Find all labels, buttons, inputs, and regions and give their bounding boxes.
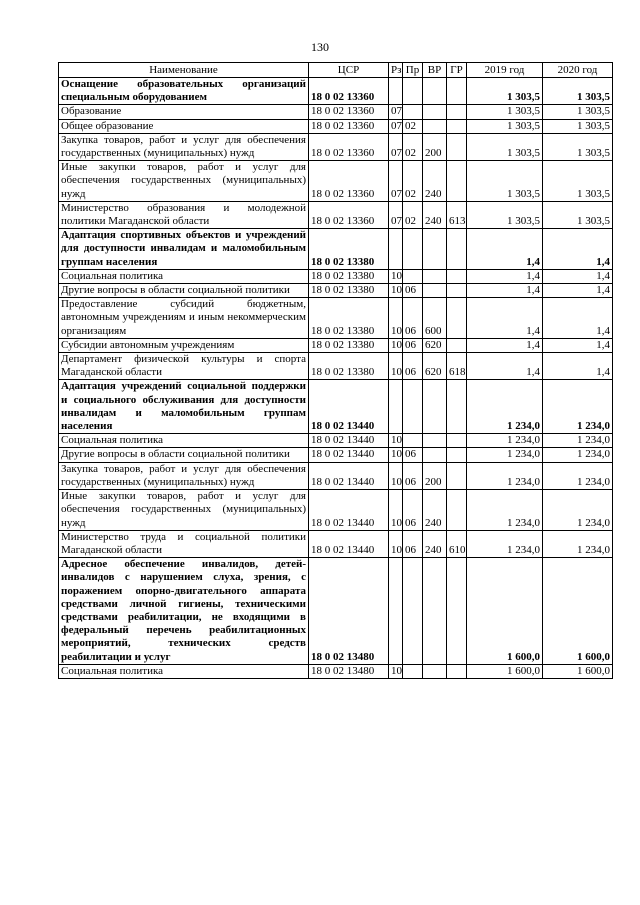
cell-rz: 10 — [389, 664, 403, 678]
cell-csr: 18 0 02 13380 — [309, 229, 389, 270]
cell-rz: 07 — [389, 201, 403, 228]
table-row — [59, 133, 613, 160]
cell-gr — [447, 448, 467, 462]
cell-rz — [389, 558, 403, 665]
cell-name: Другие вопросы в области социальной политики — [59, 284, 309, 298]
table-row — [59, 558, 613, 665]
cell-name: Предоставление субсидий бюджетным, автономным учреждениям и иным некоммерческим организациям — [59, 298, 309, 339]
cell-csr: 18 0 02 13360 — [309, 119, 389, 133]
table-row — [59, 269, 613, 283]
cell-rz: 10 — [389, 338, 403, 352]
cell-vr — [423, 229, 447, 270]
cell-rz — [389, 229, 403, 270]
cell-rz — [389, 78, 403, 105]
cell-y2019: 1,4 — [467, 298, 543, 339]
header-csr: ЦСР — [309, 63, 389, 78]
cell-name: Образование — [59, 105, 309, 119]
cell-rz: 10 — [389, 298, 403, 339]
cell-csr: 18 0 02 13440 — [309, 530, 389, 557]
cell-pr: 02 — [403, 201, 423, 228]
cell-rz: 10 — [389, 448, 403, 462]
cell-vr — [423, 119, 447, 133]
cell-name: Министерство труда и социальной политики Магаданской области — [59, 530, 309, 557]
cell-vr — [423, 434, 447, 448]
cell-pr: 06 — [403, 353, 423, 380]
header-gr: ГР — [447, 63, 467, 78]
cell-vr — [423, 448, 447, 462]
cell-y2020: 1,4 — [543, 298, 613, 339]
cell-y2019: 1,4 — [467, 353, 543, 380]
cell-gr — [447, 338, 467, 352]
cell-csr: 18 0 02 13380 — [309, 338, 389, 352]
table-row — [59, 448, 613, 462]
cell-pr — [403, 105, 423, 119]
cell-y2020: 1 234,0 — [543, 380, 613, 434]
cell-rz: 10 — [389, 353, 403, 380]
cell-csr: 18 0 02 13380 — [309, 298, 389, 339]
cell-gr — [447, 161, 467, 202]
cell-vr — [423, 380, 447, 434]
cell-vr: 200 — [423, 462, 447, 489]
cell-gr — [447, 664, 467, 678]
cell-gr — [447, 462, 467, 489]
cell-name: Закупка товаров, работ и услуг для обеспечения государственных (муниципальных) нужд — [59, 133, 309, 160]
table-row — [59, 201, 613, 228]
cell-pr — [403, 380, 423, 434]
cell-csr: 18 0 02 13360 — [309, 133, 389, 160]
cell-gr — [447, 490, 467, 531]
cell-csr: 18 0 02 13440 — [309, 462, 389, 489]
cell-y2020: 1,4 — [543, 229, 613, 270]
cell-y2019: 1 234,0 — [467, 530, 543, 557]
cell-vr — [423, 558, 447, 665]
cell-rz: 07 — [389, 105, 403, 119]
cell-gr — [447, 105, 467, 119]
table-row — [59, 298, 613, 339]
cell-name: Общее образование — [59, 119, 309, 133]
cell-y2019: 1,4 — [467, 284, 543, 298]
cell-rz: 10 — [389, 269, 403, 283]
table-row — [59, 462, 613, 489]
cell-rz: 10 — [389, 530, 403, 557]
cell-y2020: 1 303,5 — [543, 119, 613, 133]
cell-vr: 240 — [423, 201, 447, 228]
cell-gr — [447, 434, 467, 448]
cell-vr: 240 — [423, 161, 447, 202]
cell-pr — [403, 269, 423, 283]
cell-y2019: 1 303,5 — [467, 161, 543, 202]
cell-gr — [447, 133, 467, 160]
cell-y2020: 1 600,0 — [543, 558, 613, 665]
cell-pr: 02 — [403, 133, 423, 160]
cell-y2019: 1 600,0 — [467, 558, 543, 665]
cell-csr: 18 0 02 13480 — [309, 558, 389, 665]
cell-pr — [403, 78, 423, 105]
cell-y2020: 1 234,0 — [543, 434, 613, 448]
cell-csr: 18 0 02 13480 — [309, 664, 389, 678]
cell-y2019: 1,4 — [467, 338, 543, 352]
cell-name: Иные закупки товаров, работ и услуг для обеспечения государственных (муниципальных) нужд — [59, 161, 309, 202]
cell-name: Адаптация спортивных объектов и учреждений для доступности инвалидам и маломобильным группам населения — [59, 229, 309, 270]
cell-rz: 10 — [389, 462, 403, 489]
header-name: Наименование — [59, 63, 309, 78]
cell-y2020: 1,4 — [543, 269, 613, 283]
cell-vr — [423, 284, 447, 298]
cell-name: Департамент физической культуры и спорта Магаданской области — [59, 353, 309, 380]
cell-pr: 06 — [403, 338, 423, 352]
cell-pr: 06 — [403, 284, 423, 298]
cell-csr: 18 0 02 13440 — [309, 434, 389, 448]
cell-gr: 610 — [447, 530, 467, 557]
cell-rz: 07 — [389, 161, 403, 202]
cell-pr: 06 — [403, 462, 423, 489]
cell-pr — [403, 558, 423, 665]
cell-csr: 18 0 02 13380 — [309, 269, 389, 283]
cell-pr: 06 — [403, 298, 423, 339]
cell-y2020: 1,4 — [543, 353, 613, 380]
cell-rz: 10 — [389, 434, 403, 448]
cell-gr: 613 — [447, 201, 467, 228]
cell-csr: 18 0 02 13440 — [309, 448, 389, 462]
cell-vr — [423, 78, 447, 105]
budget-table — [58, 62, 613, 679]
cell-y2019: 1,4 — [467, 269, 543, 283]
table-row — [59, 78, 613, 105]
cell-vr: 600 — [423, 298, 447, 339]
cell-pr: 06 — [403, 530, 423, 557]
table-row — [59, 434, 613, 448]
cell-y2019: 1 303,5 — [467, 78, 543, 105]
cell-csr: 18 0 02 13360 — [309, 201, 389, 228]
cell-y2019: 1 234,0 — [467, 434, 543, 448]
table-row — [59, 490, 613, 531]
table-row — [59, 380, 613, 434]
cell-y2019: 1 303,5 — [467, 201, 543, 228]
cell-name: Министерство образования и молодежной политики Магаданской области — [59, 201, 309, 228]
cell-vr — [423, 105, 447, 119]
cell-pr — [403, 229, 423, 270]
cell-vr: 620 — [423, 353, 447, 380]
table-row — [59, 119, 613, 133]
cell-csr: 18 0 02 13360 — [309, 105, 389, 119]
cell-y2019: 1 234,0 — [467, 462, 543, 489]
cell-name: Социальная политика — [59, 269, 309, 283]
cell-y2020: 1 234,0 — [543, 448, 613, 462]
cell-y2020: 1 303,5 — [543, 133, 613, 160]
cell-pr — [403, 434, 423, 448]
cell-y2019: 1 303,5 — [467, 105, 543, 119]
cell-pr: 06 — [403, 448, 423, 462]
cell-name: Оснащение образовательных организаций специальным оборудованием — [59, 78, 309, 105]
cell-name: Социальная политика — [59, 664, 309, 678]
cell-rz — [389, 380, 403, 434]
cell-gr — [447, 380, 467, 434]
cell-vr: 240 — [423, 490, 447, 531]
table-row — [59, 664, 613, 678]
table-body — [59, 78, 613, 679]
cell-gr — [447, 269, 467, 283]
header-2019: 2019 год — [467, 63, 543, 78]
table-row — [59, 284, 613, 298]
cell-vr — [423, 664, 447, 678]
cell-y2019: 1 234,0 — [467, 380, 543, 434]
cell-name: Иные закупки товаров, работ и услуг для обеспечения государственных (муниципальных) нужд — [59, 490, 309, 531]
cell-csr: 18 0 02 13380 — [309, 353, 389, 380]
cell-y2020: 1 600,0 — [543, 664, 613, 678]
cell-gr — [447, 229, 467, 270]
cell-y2020: 1 303,5 — [543, 161, 613, 202]
table-row — [59, 338, 613, 352]
cell-y2020: 1,4 — [543, 338, 613, 352]
table-row — [59, 105, 613, 119]
table-header-row — [59, 63, 613, 78]
cell-y2019: 1 234,0 — [467, 490, 543, 531]
cell-y2020: 1 303,5 — [543, 105, 613, 119]
cell-vr: 200 — [423, 133, 447, 160]
cell-vr: 240 — [423, 530, 447, 557]
header-2020: 2020 год — [543, 63, 613, 78]
cell-gr — [447, 284, 467, 298]
cell-gr — [447, 298, 467, 339]
cell-pr: 02 — [403, 119, 423, 133]
cell-y2020: 1,4 — [543, 284, 613, 298]
cell-vr: 620 — [423, 338, 447, 352]
cell-csr: 18 0 02 13360 — [309, 78, 389, 105]
cell-pr: 02 — [403, 161, 423, 202]
cell-csr: 18 0 02 13440 — [309, 380, 389, 434]
cell-gr — [447, 558, 467, 665]
cell-csr: 18 0 02 13380 — [309, 284, 389, 298]
cell-y2020: 1 303,5 — [543, 78, 613, 105]
cell-rz: 07 — [389, 133, 403, 160]
cell-gr: 618 — [447, 353, 467, 380]
cell-y2019: 1 303,5 — [467, 133, 543, 160]
cell-y2020: 1 303,5 — [543, 201, 613, 228]
cell-y2020: 1 234,0 — [543, 462, 613, 489]
cell-name: Адресное обеспечение инвалидов, детей-инвалидов с нарушением слуха, зрения, с поражением опорно-двигательного аппарата средствами личной гигиены, техническими средствами реабилитации, не входящими в федеральный перечень реабилитационных мероприятий, технических средств реабилитации и услуг — [59, 558, 309, 665]
cell-vr — [423, 269, 447, 283]
cell-y2019: 1,4 — [467, 229, 543, 270]
cell-y2019: 1 600,0 — [467, 664, 543, 678]
cell-y2019: 1 234,0 — [467, 448, 543, 462]
cell-name: Субсидии автономным учреждениям — [59, 338, 309, 352]
table-row — [59, 353, 613, 380]
cell-y2020: 1 234,0 — [543, 490, 613, 531]
cell-name: Адаптация учреждений социальной поддержки и социального обслуживания для доступности инвалидам и маломобильным группам населения — [59, 380, 309, 434]
cell-gr — [447, 119, 467, 133]
header-vr: ВР — [423, 63, 447, 78]
cell-pr: 06 — [403, 490, 423, 531]
cell-csr: 18 0 02 13360 — [309, 161, 389, 202]
table-row — [59, 161, 613, 202]
cell-rz: 10 — [389, 490, 403, 531]
cell-name: Социальная политика — [59, 434, 309, 448]
cell-name: Закупка товаров, работ и услуг для обеспечения государственных (муниципальных) нужд — [59, 462, 309, 489]
table-row — [59, 229, 613, 270]
header-rz: Рз — [389, 63, 403, 78]
cell-name: Другие вопросы в области социальной политики — [59, 448, 309, 462]
page-number: 130 — [311, 40, 329, 54]
cell-y2020: 1 234,0 — [543, 530, 613, 557]
cell-pr — [403, 664, 423, 678]
header-pr: Пр — [403, 63, 423, 78]
cell-gr — [447, 78, 467, 105]
cell-rz: 07 — [389, 119, 403, 133]
cell-y2019: 1 303,5 — [467, 119, 543, 133]
table-row — [59, 530, 613, 557]
cell-rz: 10 — [389, 284, 403, 298]
cell-csr: 18 0 02 13440 — [309, 490, 389, 531]
